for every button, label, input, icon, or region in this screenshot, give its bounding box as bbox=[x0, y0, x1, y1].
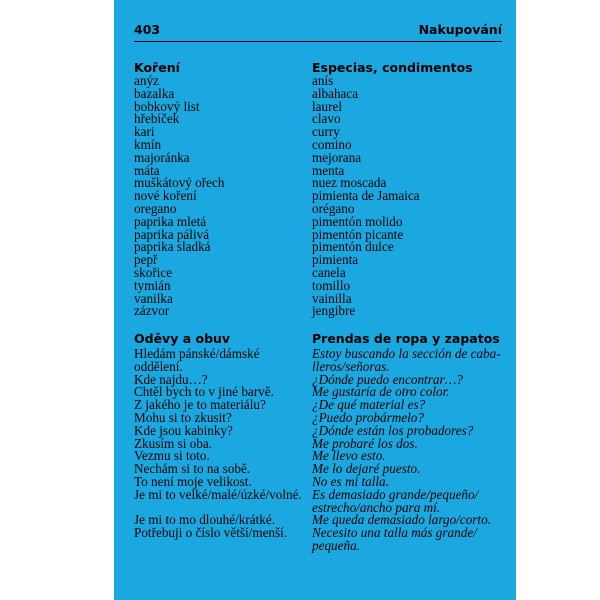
phrase-cz: Je mi to mo dlouhé/krátké. bbox=[134, 512, 276, 528]
spice-term-es: nuez moscada bbox=[312, 175, 387, 191]
chapter-title: Nakupování bbox=[418, 22, 502, 37]
page-number: 403 bbox=[134, 22, 161, 37]
spice-term-cz: pepř bbox=[134, 252, 158, 268]
spice-term-es: comino bbox=[312, 136, 352, 152]
phrase-es: Estoy buscando la sección de caba- bbox=[312, 346, 501, 361]
clothes-heading-es: Prendas de ropa y zapatos bbox=[312, 331, 500, 346]
phrase-cz: Hledám pánské/dámské bbox=[134, 346, 260, 361]
spice-term-es: canela bbox=[312, 264, 346, 280]
spice-term-cz: vanilka bbox=[134, 290, 173, 306]
spice-term-es: jengibre bbox=[312, 303, 356, 319]
phrase-es: pequeña. bbox=[312, 537, 360, 553]
spice-term-es: tomillo bbox=[312, 277, 351, 293]
phrase-es: ¿Dónde están los probadores? bbox=[312, 422, 474, 438]
phrase-es: ¿Dónde puedo encontrar…? bbox=[312, 371, 463, 387]
spice-term-es: pimentón molido bbox=[312, 213, 403, 229]
phrase-es: Me gustaría de otro color. bbox=[312, 384, 450, 400]
spice-term-cz: kmín bbox=[134, 136, 162, 152]
clothes-list-es bbox=[312, 348, 501, 553]
spice-term-cz: paprika mletá bbox=[134, 213, 207, 229]
spice-term-cz: máta bbox=[134, 162, 160, 178]
spice-term-cz: bazalka bbox=[134, 85, 175, 101]
header-rule bbox=[134, 41, 502, 42]
spice-term-cz: paprika sladká bbox=[134, 239, 211, 255]
phrase-cz: Z jakého je to materiálu? bbox=[134, 397, 266, 413]
phrase-es: Me queda demasiado largo/corto. bbox=[312, 512, 491, 528]
clothes-heading-cz: Oděvy a obuv bbox=[134, 331, 231, 346]
phrase-cz: Je mi to velké/malé/úzké/volné. bbox=[134, 486, 302, 502]
phrase-es: Necesito una talla más grande/ bbox=[312, 525, 477, 541]
spice-term-cz: bobkový list bbox=[134, 98, 200, 114]
spices-heading-cz: Koření bbox=[134, 60, 180, 75]
phrase-es: lleros/señoras. bbox=[312, 358, 390, 374]
phrase-cz: Chtěl bych to v jiné barvě. bbox=[134, 384, 274, 400]
spice-term-cz: oregano bbox=[134, 200, 177, 216]
phrase-cz: Zkusím si oba. bbox=[134, 435, 213, 451]
spice-term-es: clavo bbox=[312, 111, 341, 127]
spice-term-es: laurel bbox=[312, 98, 343, 114]
phrase-cz: Potřebuji o číslo větší/menší. bbox=[134, 525, 288, 541]
spice-term-cz: zázvor bbox=[134, 303, 170, 319]
spice-term-cz: majoránka bbox=[134, 149, 190, 165]
spice-term-es: pimienta bbox=[312, 252, 359, 268]
spice-term-cz: hřebíček bbox=[134, 111, 180, 127]
spices-list-es bbox=[312, 75, 420, 318]
phrase-es: estrecho/ancho para mí. bbox=[312, 499, 441, 515]
spice-term-cz: paprika pálivá bbox=[134, 226, 210, 242]
spices-list-cz bbox=[134, 75, 224, 318]
phrase-cz: To není moje velikost. bbox=[134, 473, 252, 489]
phrase-cz: Kde jsou kabinky? bbox=[134, 422, 233, 438]
phrase-es: ¿De qué material es? bbox=[312, 397, 426, 413]
spice-term-es: pimentón picante bbox=[312, 226, 404, 242]
spice-term-es: pimentón dulce bbox=[312, 239, 394, 255]
spice-term-es: pimienta de Jamaica bbox=[312, 188, 420, 204]
clothes-list-cz bbox=[134, 348, 302, 540]
phrase-es: No es mi talla. bbox=[312, 473, 389, 489]
phrase-cz: Nechám si to na sobě. bbox=[134, 461, 251, 477]
spice-term-cz: anýz bbox=[134, 73, 159, 88]
phrase-es: Me lo dejaré puesto. bbox=[312, 461, 421, 477]
phrase-es: ¿Puedo probármelo? bbox=[312, 409, 424, 425]
spice-term-es: menta bbox=[312, 162, 345, 178]
phrase-cz: oddělení. bbox=[134, 358, 183, 374]
phrase-es: Me probaré los dos. bbox=[312, 435, 418, 451]
spice-term-es: albahaca bbox=[312, 85, 359, 101]
spice-term-cz: skořice bbox=[134, 264, 173, 280]
spices-heading-es: Especias, condimentos bbox=[312, 60, 473, 75]
spice-term-es: vainilla bbox=[312, 290, 352, 306]
spice-term-cz: tymián bbox=[134, 277, 171, 293]
phrase-es: Es demasiado grande/pequeño/ bbox=[312, 486, 479, 502]
spice-term-cz: nové koření bbox=[134, 188, 197, 204]
spice-term-cz: kari bbox=[134, 124, 155, 140]
spice-term-es: curry bbox=[312, 124, 340, 140]
phrase-cz: Kde najdu…? bbox=[134, 371, 208, 387]
phrase-cz: Mohu si to zkusit? bbox=[134, 409, 232, 425]
phrase-es: Me llevo esto. bbox=[312, 448, 386, 464]
spice-term-es: orégano bbox=[312, 200, 355, 216]
spice-term-es: anís bbox=[312, 73, 334, 88]
spice-term-es: mejorana bbox=[312, 149, 362, 165]
spice-term-cz: muškátový ořech bbox=[134, 175, 225, 191]
phrase-cz: Vezmu si toto. bbox=[134, 448, 210, 464]
